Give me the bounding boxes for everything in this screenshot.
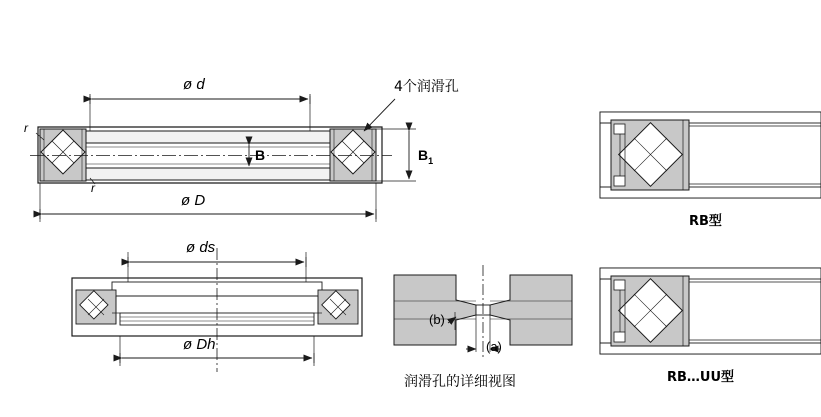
detail-label-a: (a) — [486, 339, 502, 354]
rb-uu-type-view-geometry — [600, 268, 821, 354]
main-section-view-geometry — [30, 94, 416, 222]
dimension-label-phi-D: ø D — [181, 192, 206, 209]
lubrication-hole-detail-geometry — [394, 265, 572, 358]
dimension-label-B1: $B_1$ — [418, 147, 434, 166]
detail-label-b: (b) — [429, 312, 445, 327]
dimension-label-phi-d: ø d — [183, 76, 205, 93]
detail-view-caption: 润滑孔的详细视图 — [404, 374, 516, 390]
mounting-hole-view-geometry — [72, 248, 362, 372]
rb-type-view-geometry — [600, 112, 821, 198]
radius-label-r-outer: r — [24, 121, 28, 135]
rb-uu-type-caption: RB…UU型 — [667, 370, 735, 385]
dimension-label-phi-Dh: ø Dh — [183, 336, 216, 353]
radius-label-r-inner: r — [91, 181, 95, 195]
rb-type-caption: RB型 — [689, 214, 722, 229]
lubrication-holes-callout: 4个润滑孔 — [394, 79, 459, 95]
dimension-label-phi-ds: ø ds — [186, 239, 216, 256]
dimension-label-B: B — [255, 147, 266, 163]
